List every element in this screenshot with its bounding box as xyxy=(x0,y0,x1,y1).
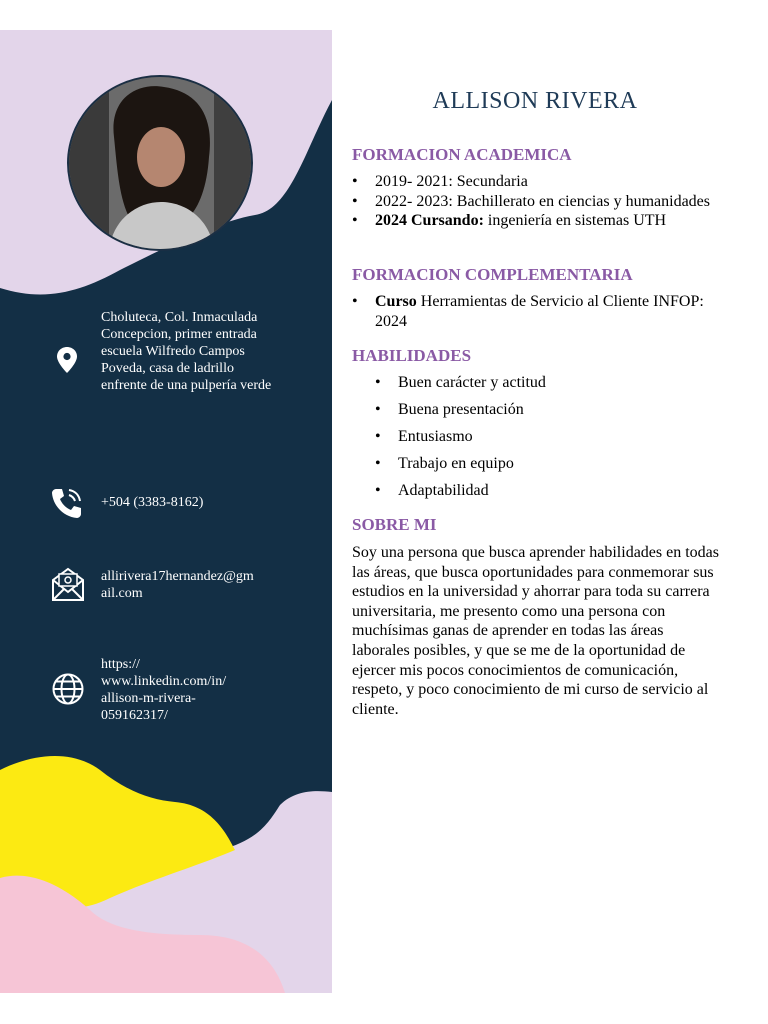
list-item: • Entusiasmo xyxy=(375,427,705,447)
complementary-list xyxy=(352,292,712,331)
website-line-2: www.linkedin.com/in/ xyxy=(101,674,227,689)
list-item-bold: Curso xyxy=(375,293,417,310)
email-line-1: allirivera17hernandez@gm xyxy=(101,569,254,584)
list-item xyxy=(352,211,722,231)
email-line-2: ail.com xyxy=(101,586,143,601)
candidate-name: ALLISON RIVERA xyxy=(432,88,638,114)
website-line-3: allison-m-rivera- xyxy=(101,691,196,706)
website-line-4: 059162317/ xyxy=(101,708,168,723)
skills-list xyxy=(375,373,705,508)
address-text: Choluteca, Col. Inmaculada Concepcion, primer entrada escuela Wilfredo Campos Poveda, casa de ladrillo enfrente de una pulpería verde xyxy=(101,310,272,393)
list-item: • Buen carácter y actitud xyxy=(375,373,705,393)
list-item-text: Herramientas de Servicio al Cliente INFOP: 2024 xyxy=(375,293,704,330)
website-line-1: https:// xyxy=(101,657,140,672)
list-item: • 2019- 2021: Secundaria xyxy=(352,172,722,192)
location-pin-icon xyxy=(56,346,78,374)
profile-photo xyxy=(67,75,253,251)
list-item xyxy=(352,292,712,331)
list-item: • Buena presentación xyxy=(375,400,705,420)
about-text: Soy una persona que busca aprender habilidades en todas las áreas, que busca oportunidades para conmemorar sus estudios en la universidad y ahorrar para toda su carrera universitaria, me presento como una persona con muchísimas ganas de aprender en todas las áreas laborales posibles, y que se me de la oportunidad de ejercer mis pocos conocimientos de comunicación, respeto, y poco conocimiento de mi curso de servicio al cliente. xyxy=(352,544,719,718)
website-text[interactable] xyxy=(101,656,276,724)
list-item-text: ingeniería en sistemas UTH xyxy=(483,212,667,229)
list-item-bold: 2024 Cursando: xyxy=(375,212,484,229)
academic-list xyxy=(352,172,722,231)
profile-photo-image xyxy=(69,77,251,249)
section-title-academic: FORMACION ACADEMICA xyxy=(352,145,572,164)
section-title-about: SOBRE MI xyxy=(352,515,437,534)
phone-icon xyxy=(50,486,84,520)
globe-icon xyxy=(52,673,84,705)
list-item: • 2022- 2023: Bachillerato en ciencias y humanidades xyxy=(352,192,722,212)
email-icon xyxy=(51,566,85,602)
list-item: • Trabajo en equipo xyxy=(375,454,705,474)
email-text xyxy=(101,568,276,602)
section-title-skills: HABILIDADES xyxy=(352,346,472,365)
list-item: • Adaptabilidad xyxy=(375,481,705,501)
phone-text: +504 (3383-8162) xyxy=(101,495,204,510)
section-title-complementary: FORMACION COMPLEMENTARIA xyxy=(352,265,633,284)
